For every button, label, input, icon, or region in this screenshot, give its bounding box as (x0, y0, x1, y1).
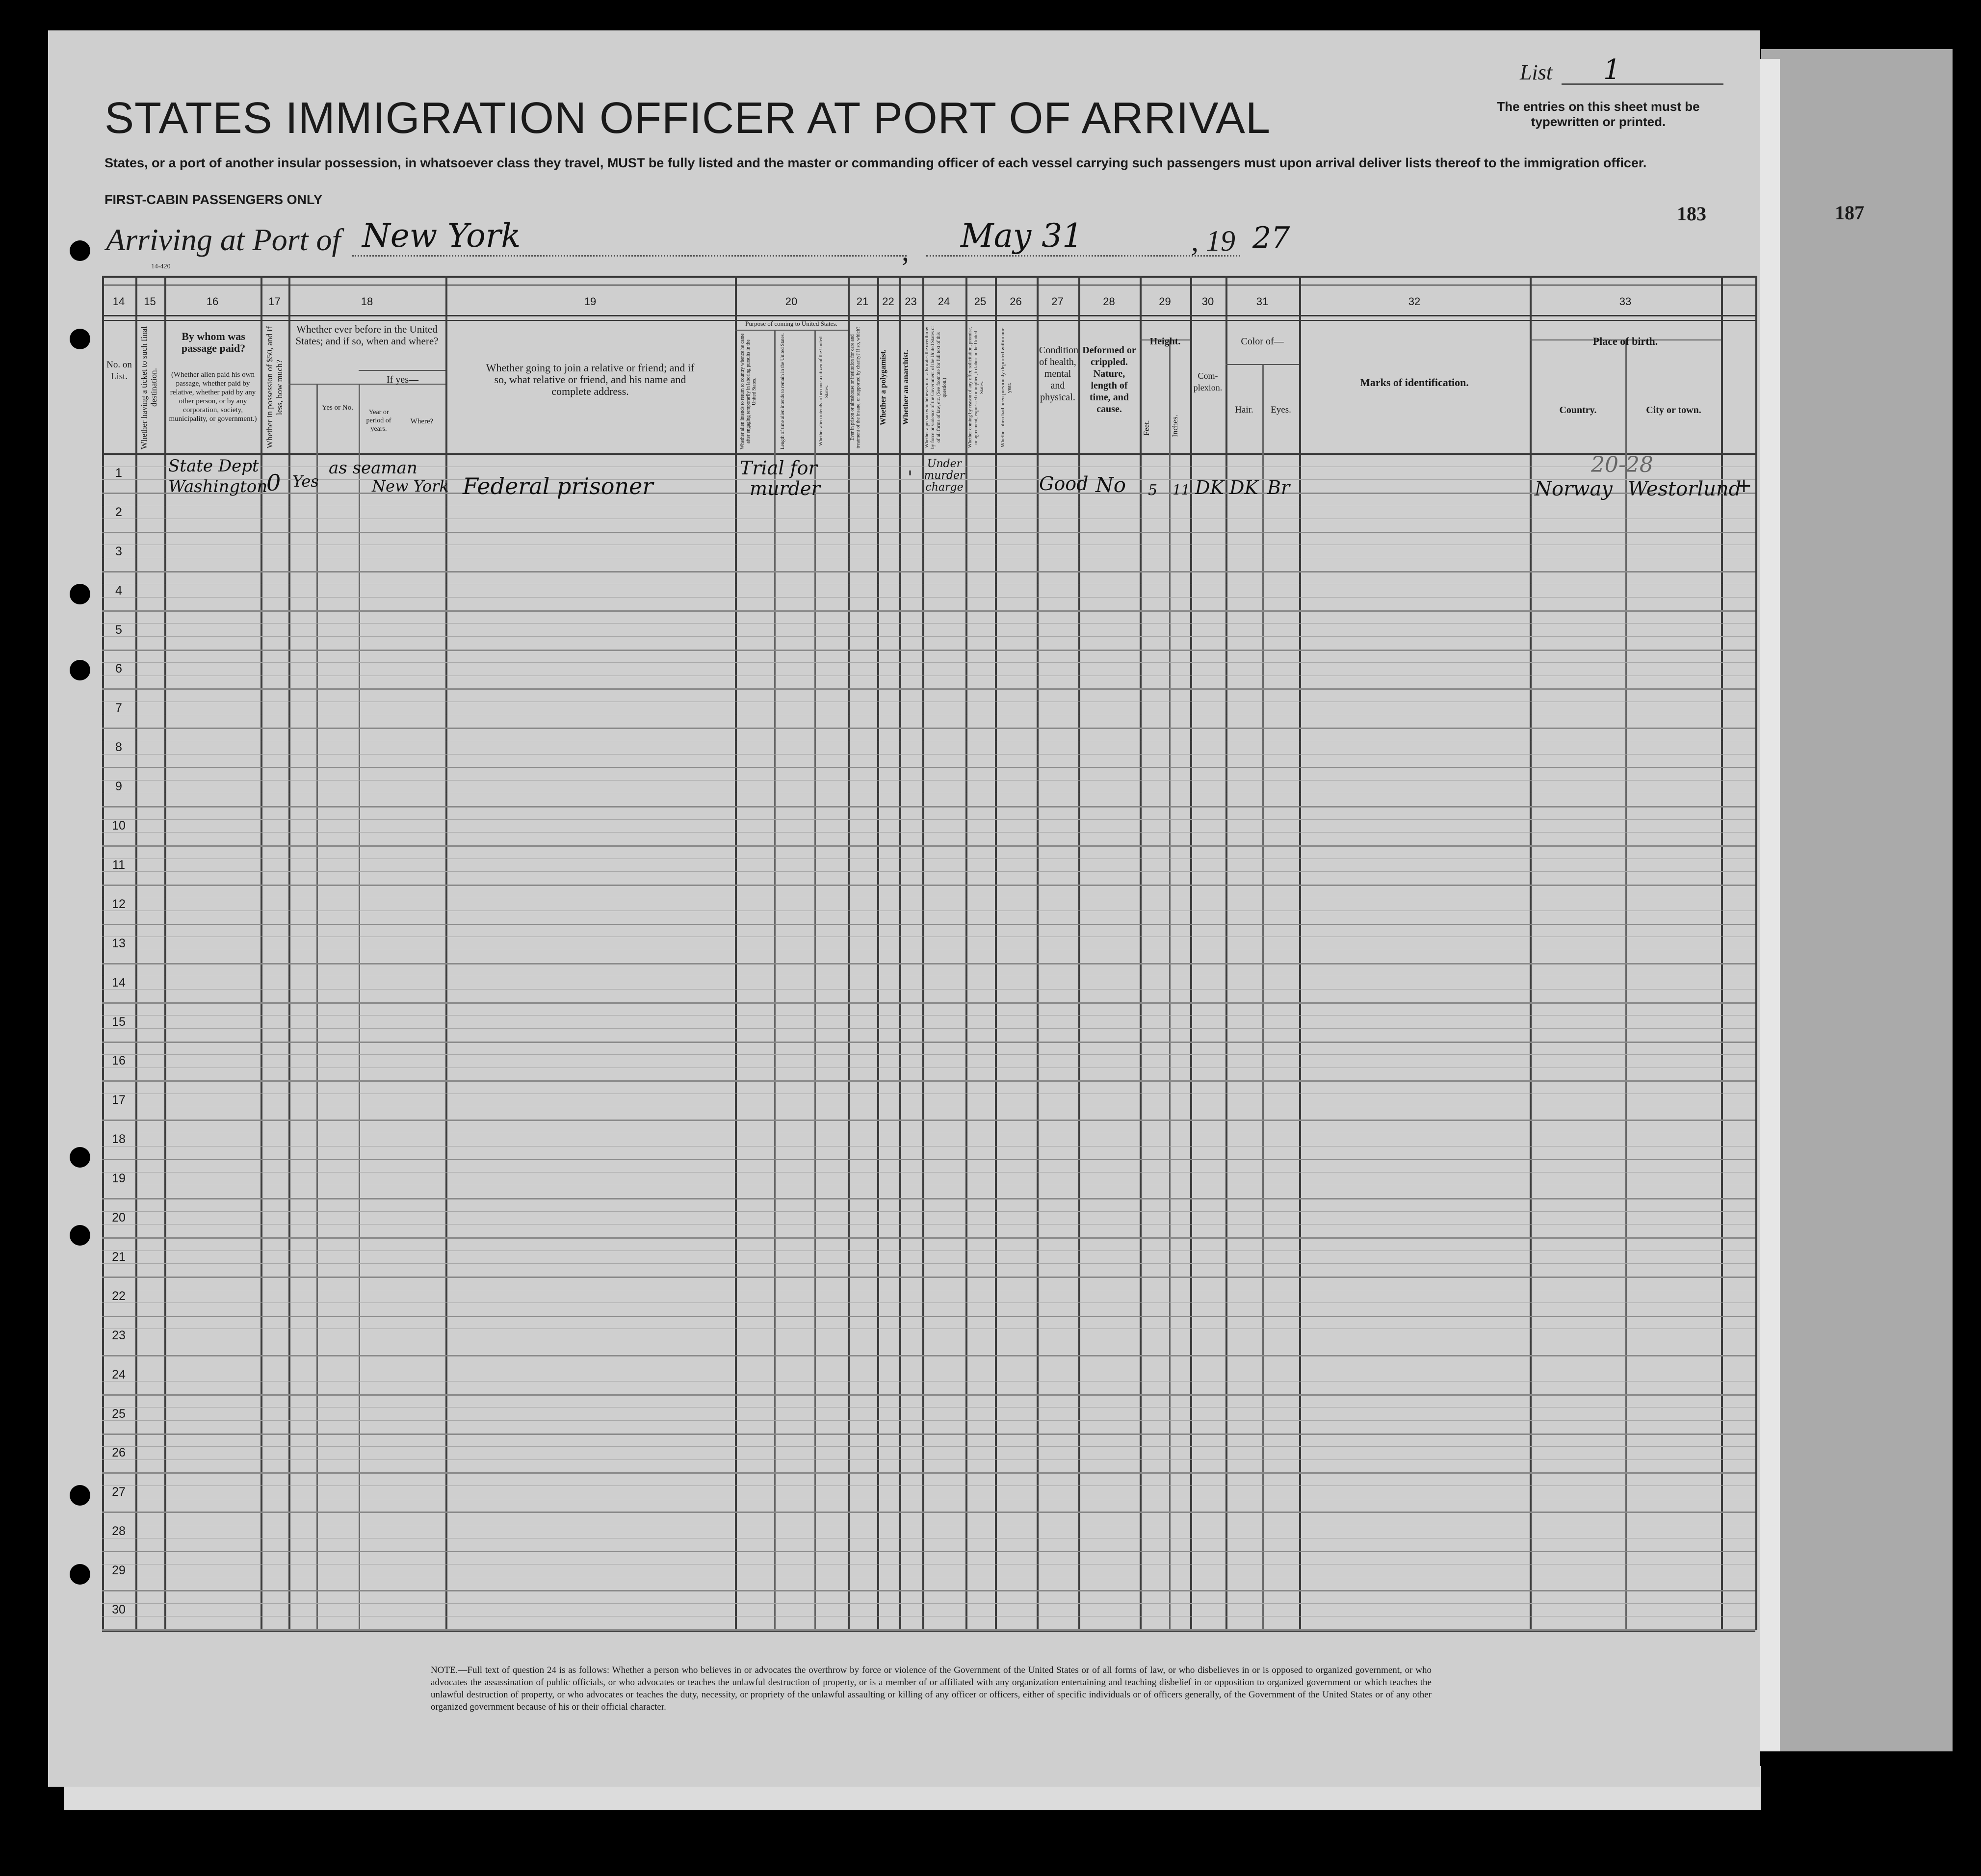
header-c29-inches: Inches. (1171, 415, 1179, 437)
row-number: 20 (112, 1211, 126, 1225)
col-line-31a (1262, 364, 1264, 1630)
row-subline (102, 1446, 1755, 1447)
row-subline (102, 989, 1755, 990)
row-number: 21 (112, 1250, 126, 1264)
col-line-21 (877, 276, 879, 1630)
header-c18: Whether ever before in the United States; and if so, when and where? (295, 323, 439, 347)
footnote: NOTE.—Full text of question 24 is as follows: Whether a person who believes in or advocates the overthrow by force or violence of the Government of the United States or of all forms of law, or who disbelieves in or is opposed to organized government, or who advocates the assassination of public officials, or who advocates or teaches the unlawful destruction of property, or is a member of or affiliated with any organization entertaining and teaching disbelief in or opposition to organized government or which teaches the unlawful destruction of property, or who advocates or teaches the duty, necessity, or propriety of the unlawful assaulting or killing of any officer or officers, either of specific individuals or of officers generally, of the Government of the United States or of any other organized government because of his or their official character. (431, 1665, 1432, 1712)
binder-hole (70, 660, 90, 680)
row-divider (102, 728, 1755, 729)
col-line-18b (359, 384, 360, 1630)
row-divider (102, 1433, 1755, 1435)
binder-hole (70, 1225, 90, 1246)
header-c17: Whether in possession of $50, and if less, how much? (265, 326, 284, 449)
row-divider (102, 1080, 1755, 1082)
year-suffix: 27 (1252, 221, 1290, 255)
row-subline (102, 1028, 1755, 1029)
row-divider (102, 1237, 1755, 1239)
row-divider (102, 1355, 1755, 1356)
row-subline (102, 636, 1755, 637)
colnum-29: 29 (1159, 295, 1171, 308)
binder-hole (70, 1485, 90, 1506)
row-divider (102, 1551, 1755, 1552)
entry-city-mark: + (1736, 474, 1752, 497)
binder-hole (70, 240, 90, 261)
row-divider (102, 688, 1755, 690)
col-line-19 (735, 276, 737, 1630)
col-line-30 (1225, 276, 1227, 1630)
colnum-20: 20 (785, 295, 798, 308)
colnum-31: 31 (1256, 295, 1269, 308)
page-title: STATES IMMIGRATION OFFICER AT PORT OF ARRIVAL (104, 94, 1271, 143)
header-c20-a: Whether alien intends to return to country whence he came after engaging temporarily in laboring pursuits in the United States. (740, 333, 757, 450)
row-subline (102, 1459, 1755, 1460)
col-line-28 (1140, 276, 1142, 1630)
list-value: 1 (1603, 54, 1621, 86)
row-divider (102, 1198, 1755, 1199)
colnum-26: 26 (1010, 295, 1022, 308)
row-subline (102, 832, 1755, 833)
header-c31-eyes: Eyes. (1271, 405, 1291, 415)
header-c27: Condition of health, mental and physical. (1039, 345, 1079, 403)
entry-paid-by-line2: Washington (168, 477, 268, 496)
colnum-30: 30 (1201, 295, 1214, 308)
entry-paid-by-line1: State Dept (168, 456, 259, 476)
instruction-text: States, or a port of another insular possession, in whatsoever class they travel, MUST be fully listed and the master or commanding officer of each vessel carrying such passengers must upon arrival deliver lists thereof to the immigration officer. (104, 156, 1647, 170)
entry-deformed: No (1095, 473, 1126, 497)
colnum-22: 22 (882, 295, 894, 308)
row-divider (102, 1511, 1755, 1513)
entry-before-yes: Yes (292, 472, 319, 491)
entry-anarchist-tick: ' (908, 468, 912, 488)
row-subline (102, 662, 1755, 663)
row-divider (102, 1394, 1755, 1396)
header-c29: Height. (1149, 336, 1181, 347)
row-number: 9 (115, 780, 122, 793)
row-subline (102, 1263, 1755, 1264)
page-number: 183 (1677, 203, 1706, 225)
row-number: 10 (112, 819, 126, 833)
header-c22: Whether a polygamist. (879, 349, 887, 426)
header-c20-b: Length of time alien intends to remain in the United States. (780, 333, 785, 450)
row-subline (102, 1054, 1755, 1055)
header-c14: No. on List. (106, 360, 132, 382)
row-subline (102, 1224, 1755, 1225)
header-bottom-border (102, 453, 1755, 455)
arriving-label: Arriving at Port of (106, 222, 341, 257)
row-subline (102, 1485, 1755, 1486)
back-sheet (1761, 49, 1953, 1751)
row-number: 12 (112, 897, 126, 911)
row-divider (102, 767, 1755, 768)
binder-hole (70, 584, 90, 604)
entry-city: Westorlund (1628, 478, 1742, 500)
row-number: 5 (115, 623, 122, 637)
row-number: 24 (112, 1368, 126, 1381)
entry-money: 0 (266, 469, 281, 496)
header-c25: Whether coming by reason of any offer, solicitation, promise, or agreement, expressed or implied, to labor in the United States. (967, 327, 985, 448)
colnum-32: 32 (1408, 295, 1421, 308)
header-c24: Whether a person who believes in or advocates the overthrow by force or violence of the Government of the United States or of all forms of law, etc. (See footnote for full text of this question.) (924, 326, 947, 449)
header-c16: By whom was passage paid? (181, 330, 246, 354)
colnum-25: 25 (974, 295, 987, 308)
row-number: 16 (112, 1054, 126, 1068)
row-divider (102, 1472, 1755, 1474)
row-number: 28 (112, 1524, 126, 1538)
row-subline (102, 597, 1755, 598)
header-c32: Marks of identification. (1360, 376, 1469, 389)
header-c20: Purpose of coming to United States. (745, 320, 837, 327)
row-subline (102, 1015, 1755, 1016)
table-top-border (102, 276, 1755, 278)
header-c18-yesno: Yes or No. (322, 404, 353, 412)
row-divider (102, 1042, 1755, 1043)
header-c33-country: Country. (1559, 405, 1597, 416)
colnum-23: 23 (905, 295, 917, 308)
row-number: 17 (112, 1093, 126, 1107)
col-line-right (1755, 276, 1757, 1630)
year-prefix: , 19 (1191, 225, 1235, 257)
row-divider (102, 845, 1755, 847)
row-divider (102, 1316, 1755, 1317)
row-number: 3 (115, 545, 122, 558)
row-number: 4 (115, 584, 122, 598)
entry-before-where: New York (372, 477, 449, 495)
col-line-24 (965, 276, 967, 1630)
row-subline (102, 780, 1755, 781)
row-subline (102, 819, 1755, 820)
c31-subline (1225, 364, 1299, 365)
row-divider (102, 1277, 1755, 1278)
row-subline (102, 871, 1755, 872)
entry-before-period: as seaman (329, 458, 417, 478)
row-divider (102, 610, 1755, 612)
port-underline (352, 255, 907, 257)
colnum-16: 16 (206, 295, 219, 308)
entry-eyes: Br (1267, 477, 1290, 498)
header-c30: Com-plexion. (1193, 371, 1223, 392)
row-number: 8 (115, 740, 122, 754)
manifest-sheet (48, 30, 1760, 1787)
header-c23: Whether an anarchist. (902, 350, 910, 425)
row-number: 26 (112, 1446, 126, 1459)
col-line-18a (316, 384, 318, 1630)
colnum-row-border-inner (102, 320, 1755, 321)
row-subline (102, 1211, 1755, 1212)
comma: , (902, 234, 909, 267)
colnum-18: 18 (361, 295, 373, 308)
entry-hair: DK (1229, 477, 1258, 498)
entry-joining: Federal prisoner (463, 473, 653, 499)
row-subline (102, 1420, 1755, 1421)
header-c31-hair: Hair. (1235, 405, 1253, 415)
col-line-22 (899, 276, 901, 1630)
header-c26: Whether alien had been previously deported within one year. (1000, 327, 1012, 448)
port-value: New York (362, 217, 521, 255)
entry-id-annotation: 20-28 (1591, 452, 1653, 477)
table-top-border-inner (102, 285, 1755, 286)
entry-c24-note: Under murder charge (924, 458, 965, 494)
row-divider (102, 1002, 1755, 1004)
col-line-20 (848, 276, 850, 1630)
row-number: 23 (112, 1329, 126, 1342)
first-cabin-label: FIRST-CABIN PASSENGERS ONLY (104, 192, 323, 207)
c20-subline (735, 330, 848, 331)
row-number: 22 (112, 1289, 126, 1303)
colnum-24: 24 (938, 295, 950, 308)
header-c18-years: Year or period of years. (366, 409, 391, 433)
date-value: May 31 (961, 217, 1083, 255)
row-number: 27 (112, 1485, 126, 1499)
row-number: 2 (115, 505, 122, 519)
entry-inches: 11 (1173, 482, 1190, 498)
row-number: 13 (112, 937, 126, 950)
row-divider (102, 571, 1755, 573)
header-c18-ifyes: If yes— (387, 374, 418, 385)
entry-country: Norway (1535, 478, 1613, 500)
colnum-14: 14 (112, 295, 125, 308)
col-line-31 (1299, 276, 1301, 1630)
header-c15: Whether having a ticket to such final destination. (139, 326, 158, 449)
colnum-27: 27 (1051, 295, 1064, 308)
header-c29-feet: Feet. (1143, 420, 1151, 436)
row-number: 6 (115, 662, 122, 676)
row-subline (102, 623, 1755, 624)
typewritten-note: The entries on this sheet must be typewritten or printed. (1497, 99, 1700, 129)
row-number: 25 (112, 1407, 126, 1421)
entry-feet: 5 (1148, 482, 1158, 499)
row-subline (102, 754, 1755, 755)
row-subline (102, 1603, 1755, 1604)
colnum-15: 15 (144, 295, 156, 308)
header-c33-city: City or town. (1646, 405, 1701, 416)
header-c21: Ever in prison or almshouse or institution for care and treatment of the insane, or supported by charity? If so, which? (850, 326, 861, 449)
row-divider (102, 963, 1755, 964)
header-c18-where: Where? (410, 417, 434, 425)
row-number: 1 (115, 466, 122, 480)
colnum-33: 33 (1619, 295, 1632, 308)
header-c19: Whether going to join a relative or friend; and if so, what relative or friend, and his name and complete address. (486, 362, 695, 397)
colnum-row-border (102, 315, 1755, 316)
binder-hole (70, 329, 90, 349)
col-line-29 (1190, 276, 1192, 1630)
row-divider (102, 885, 1755, 886)
header-c33: Place of birth. (1592, 335, 1658, 347)
row-divider (102, 1629, 1755, 1631)
colnum-17: 17 (268, 295, 281, 308)
colnum-19: 19 (584, 295, 597, 308)
row-divider (102, 1120, 1755, 1121)
list-underline (1562, 83, 1723, 85)
header-c20-c: Whether alien intends to become a citizen of the United States. (818, 337, 830, 446)
colnum-28: 28 (1103, 295, 1115, 308)
binder-hole (70, 1564, 90, 1585)
row-divider (102, 650, 1755, 651)
entry-health: Good (1039, 473, 1089, 495)
row-number: 19 (112, 1172, 126, 1185)
c18-ifyes-line (359, 370, 445, 371)
list-label: List (1520, 60, 1553, 84)
row-number: 14 (112, 976, 126, 990)
col-line-17 (288, 276, 290, 1630)
header-c31: Color of— (1241, 336, 1284, 347)
col-line-25 (995, 276, 997, 1630)
entry-purpose-line2: murder (750, 478, 820, 499)
col-line-32 (1530, 276, 1532, 1630)
row-divider (102, 532, 1755, 533)
colnum-21: 21 (856, 295, 869, 308)
binder-hole (70, 1147, 90, 1168)
header-c16-sub: (Whether alien paid his own passage, whether paid by relative, whether paid by any other person, or by any corporation, society, municipality, or government.) (169, 371, 257, 423)
col-line-15 (164, 276, 166, 1630)
row-number: 15 (112, 1015, 126, 1029)
form-number: 14-420 (151, 263, 171, 270)
row-number: 29 (112, 1563, 126, 1577)
row-divider (102, 924, 1755, 925)
row-number: 18 (112, 1132, 126, 1146)
row-number: 11 (112, 858, 125, 872)
col-line-26 (1037, 276, 1039, 1630)
side-page-number: 187 (1835, 202, 1864, 224)
entry-purpose-line1: Trial for (740, 457, 817, 479)
row-number: 30 (112, 1603, 126, 1616)
row-divider (102, 806, 1755, 808)
entry-complexion: DK (1195, 477, 1224, 498)
row-number: 7 (115, 701, 122, 715)
row-divider (102, 1159, 1755, 1160)
row-divider (102, 1590, 1755, 1591)
header-c28: Deformed or crippled. Nature, length of time, and cause. (1082, 345, 1136, 415)
